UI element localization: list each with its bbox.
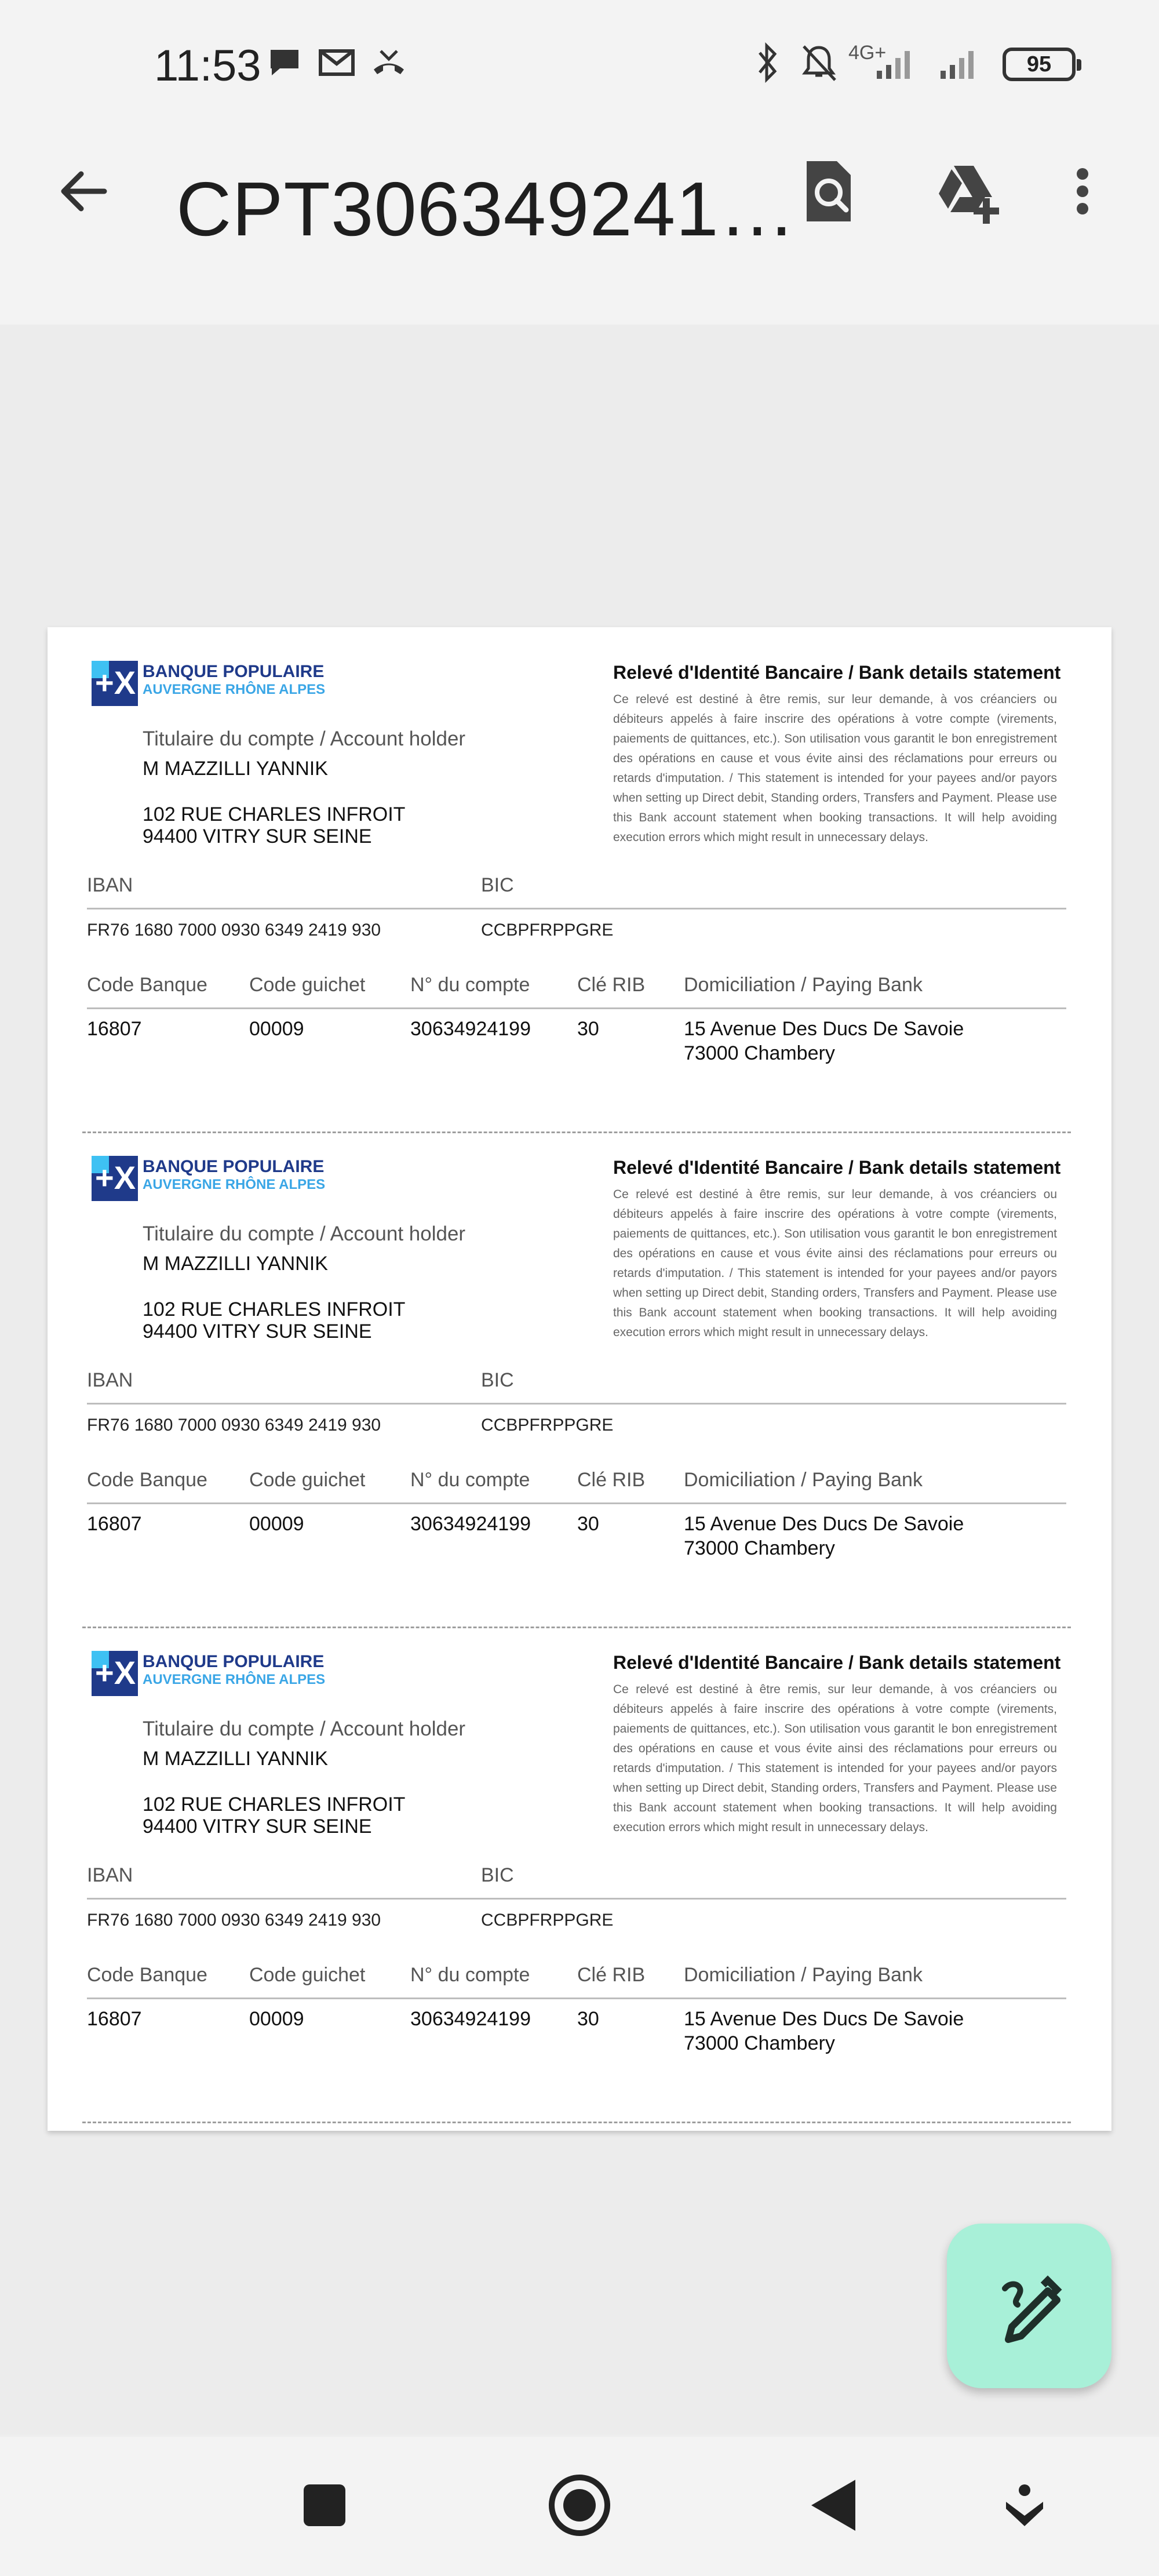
divider bbox=[87, 1898, 1066, 1900]
account-number-label: N° du compte bbox=[410, 974, 530, 996]
bic-value: CCBPFRPPGRE bbox=[481, 1416, 614, 1435]
rib-key-value: 30 bbox=[577, 1513, 599, 1535]
bic-label: BIC bbox=[481, 1864, 514, 1886]
back-triangle-icon[interactable] bbox=[800, 2471, 869, 2540]
address-line2: 94400 VITRY SUR SEINE bbox=[143, 1815, 372, 1838]
code-guichet-label: Code guichet bbox=[249, 1964, 366, 1986]
rib-copy bbox=[48, 1617, 1111, 2112]
code-banque-label: Code Banque bbox=[87, 1469, 207, 1491]
bank-logo: +X bbox=[92, 1651, 138, 1696]
divider bbox=[87, 1502, 1066, 1504]
gmail-icon bbox=[316, 42, 357, 83]
drive-add-icon[interactable] bbox=[934, 157, 1004, 226]
bell-off-icon bbox=[797, 42, 840, 83]
code-banque-label: Code Banque bbox=[87, 974, 207, 996]
paying-bank-label: Domiciliation / Paying Bank bbox=[684, 1469, 923, 1491]
address-line1: 102 RUE CHARLES INFROIT bbox=[143, 803, 406, 825]
address-line1: 102 RUE CHARLES INFROIT bbox=[143, 1793, 406, 1815]
rib-key-label: Clé RIB bbox=[577, 1469, 646, 1491]
bank-region: AUVERGNE RHÔNE ALPES bbox=[143, 682, 326, 697]
address-line2: 94400 VITRY SUR SEINE bbox=[143, 1320, 372, 1342]
account-number-value: 30634924199 bbox=[410, 2008, 531, 2030]
document-page bbox=[48, 627, 1111, 2131]
statement-title: Relevé d'Identité Bancaire / Bank details statement bbox=[613, 662, 1061, 683]
iban-label: IBAN bbox=[87, 874, 133, 896]
code-banque-value: 16807 bbox=[87, 2008, 142, 2030]
account-number-label: N° du compte bbox=[410, 1964, 530, 1986]
rib-key-label: Clé RIB bbox=[577, 1964, 646, 1986]
code-guichet-value: 00009 bbox=[249, 2008, 304, 2030]
status-time: 11:53 bbox=[154, 41, 261, 90]
more-vert-icon[interactable] bbox=[1059, 157, 1106, 226]
cut-line bbox=[82, 2122, 1071, 2123]
signal-4g-icon bbox=[869, 42, 921, 83]
rib-key-value: 30 bbox=[577, 1018, 599, 1040]
bank-name: BANQUE POPULAIRE bbox=[143, 1652, 325, 1671]
iban-value: FR76 1680 7000 0930 6349 2419 930 bbox=[87, 920, 381, 940]
bank-name: BANQUE POPULAIRE bbox=[143, 1157, 325, 1176]
iban-value: FR76 1680 7000 0930 6349 2419 930 bbox=[87, 1911, 381, 1930]
iban-value: FR76 1680 7000 0930 6349 2419 930 bbox=[87, 1416, 381, 1435]
paying-bank-line2: 73000 Chambery bbox=[684, 2032, 835, 2054]
iban-label: IBAN bbox=[87, 1369, 133, 1391]
holder-label: Titulaire du compte / Account holder bbox=[143, 727, 466, 750]
statement-text: Ce relevé est destiné à être remis, sur leur demande, à vos créanciers ou débiteurs appelés à faire inscrire des opérations à votre compte (virements, paiements de quittances, etc.). Son utilisation vous garantit le bon enregistrement des opérations en cause et vous évite ainsi des réclamations pour erreurs ou retards d'imputation. / This statement is intended for your payees and/or payors when setting up Direct debit, Standing orders, Transfers and Payment. Please use this Bank account statement when booking transactions. It will help avoiding execution errors which might result in unnecessary delays. bbox=[613, 693, 1057, 844]
paying-bank-line1: 15 Avenue Des Ducs De Savoie bbox=[684, 1513, 964, 1535]
address-line2: 94400 VITRY SUR SEINE bbox=[143, 825, 372, 847]
holder-name: M MAZZILLI YANNIK bbox=[143, 1748, 328, 1770]
paying-bank-label: Domiciliation / Paying Bank bbox=[684, 974, 923, 996]
edit-pen-icon bbox=[947, 2224, 1111, 2388]
account-number-value: 30634924199 bbox=[410, 1018, 531, 1040]
back-arrow-icon[interactable] bbox=[51, 159, 115, 223]
bank-logo: +X bbox=[92, 661, 138, 706]
recents-square-icon[interactable] bbox=[290, 2471, 359, 2540]
bank-name: BANQUE POPULAIRE bbox=[143, 662, 325, 681]
divider bbox=[87, 1403, 1066, 1405]
divider bbox=[87, 1998, 1066, 1999]
network-type: 4G+ bbox=[848, 42, 887, 64]
signal-icon bbox=[933, 42, 985, 83]
holder-label: Titulaire du compte / Account holder bbox=[143, 1222, 466, 1245]
search-document-icon[interactable] bbox=[794, 157, 863, 226]
chat-bubble-icon bbox=[264, 42, 305, 83]
rib-copy bbox=[48, 627, 1111, 1122]
rib-key-value: 30 bbox=[577, 2008, 599, 2030]
assist-icon[interactable] bbox=[990, 2471, 1059, 2540]
paying-bank-label: Domiciliation / Paying Bank bbox=[684, 1964, 923, 1986]
statement-title: Relevé d'Identité Bancaire / Bank details statement bbox=[613, 1157, 1061, 1178]
statement-text: Ce relevé est destiné à être remis, sur leur demande, à vos créanciers ou débiteurs appelés à faire inscrire des opérations à votre compte (virements, paiements de quittances, etc.). Son utilisation vous garantit le bon enregistrement des opérations en cause et vous évite ainsi des réclamations pour erreurs ou retards d'imputation. / This statement is intended for your payees and/or payors when setting up Direct debit, Standing orders, Transfers and Payment. Please use this Bank account statement when booking transactions. It will help avoiding execution errors which might result in unnecessary delays. bbox=[613, 1188, 1057, 1339]
code-banque-value: 16807 bbox=[87, 1513, 142, 1535]
missed-call-icon bbox=[369, 42, 409, 83]
code-banque-value: 16807 bbox=[87, 1018, 142, 1040]
account-number-label: N° du compte bbox=[410, 1469, 530, 1491]
divider bbox=[87, 908, 1066, 909]
statement-title: Relevé d'Identité Bancaire / Bank details statement bbox=[613, 1652, 1061, 1673]
battery-icon: 95 bbox=[1003, 48, 1076, 81]
holder-name: M MAZZILLI YANNIK bbox=[143, 1253, 328, 1275]
iban-label: IBAN bbox=[87, 1864, 133, 1886]
code-guichet-value: 00009 bbox=[249, 1513, 304, 1535]
code-guichet-label: Code guichet bbox=[249, 974, 366, 996]
rib-key-label: Clé RIB bbox=[577, 974, 646, 996]
code-guichet-label: Code guichet bbox=[249, 1469, 366, 1491]
home-circle-icon[interactable] bbox=[545, 2471, 614, 2540]
edit-fab-button[interactable] bbox=[947, 2224, 1111, 2388]
status-bar bbox=[0, 0, 1159, 133]
address-line1: 102 RUE CHARLES INFROIT bbox=[143, 1298, 406, 1320]
code-banque-label: Code Banque bbox=[87, 1964, 207, 1986]
bank-logo: +X bbox=[92, 1156, 138, 1201]
account-number-value: 30634924199 bbox=[410, 1513, 531, 1535]
paying-bank-line2: 73000 Chambery bbox=[684, 1042, 835, 1064]
bluetooth-icon bbox=[748, 42, 788, 83]
holder-label: Titulaire du compte / Account holder bbox=[143, 1718, 466, 1740]
paying-bank-line1: 15 Avenue Des Ducs De Savoie bbox=[684, 1018, 964, 1040]
bic-label: BIC bbox=[481, 874, 514, 896]
paying-bank-line1: 15 Avenue Des Ducs De Savoie bbox=[684, 2008, 964, 2030]
bank-region: AUVERGNE RHÔNE ALPES bbox=[143, 1672, 326, 1687]
bic-label: BIC bbox=[481, 1369, 514, 1391]
holder-name: M MAZZILLI YANNIK bbox=[143, 758, 328, 780]
paying-bank-line2: 73000 Chambery bbox=[684, 1537, 835, 1559]
statement-text: Ce relevé est destiné à être remis, sur leur demande, à vos créanciers ou débiteurs appelés à faire inscrire des opérations à votre compte (virements, paiements de quittances, etc.). Son utilisation vous garantit le bon enregistrement des opérations en cause et vous évite ainsi des réclamations pour erreurs ou retards d'imputation. / This statement is intended for your payees and/or payors when setting up Direct debit, Standing orders, Transfers and Payment. Please use this Bank account statement when booking transactions. It will help avoiding execution errors which might result in unnecessary delays. bbox=[613, 1683, 1057, 1834]
bic-value: CCBPFRPPGRE bbox=[481, 1911, 614, 1930]
code-guichet-value: 00009 bbox=[249, 1018, 304, 1040]
bank-region: AUVERGNE RHÔNE ALPES bbox=[143, 1177, 326, 1192]
document-title: CPT306349241… bbox=[176, 166, 796, 252]
divider bbox=[87, 1007, 1066, 1009]
rib-copy bbox=[48, 1122, 1111, 1617]
bic-value: CCBPFRPPGRE bbox=[481, 920, 614, 940]
